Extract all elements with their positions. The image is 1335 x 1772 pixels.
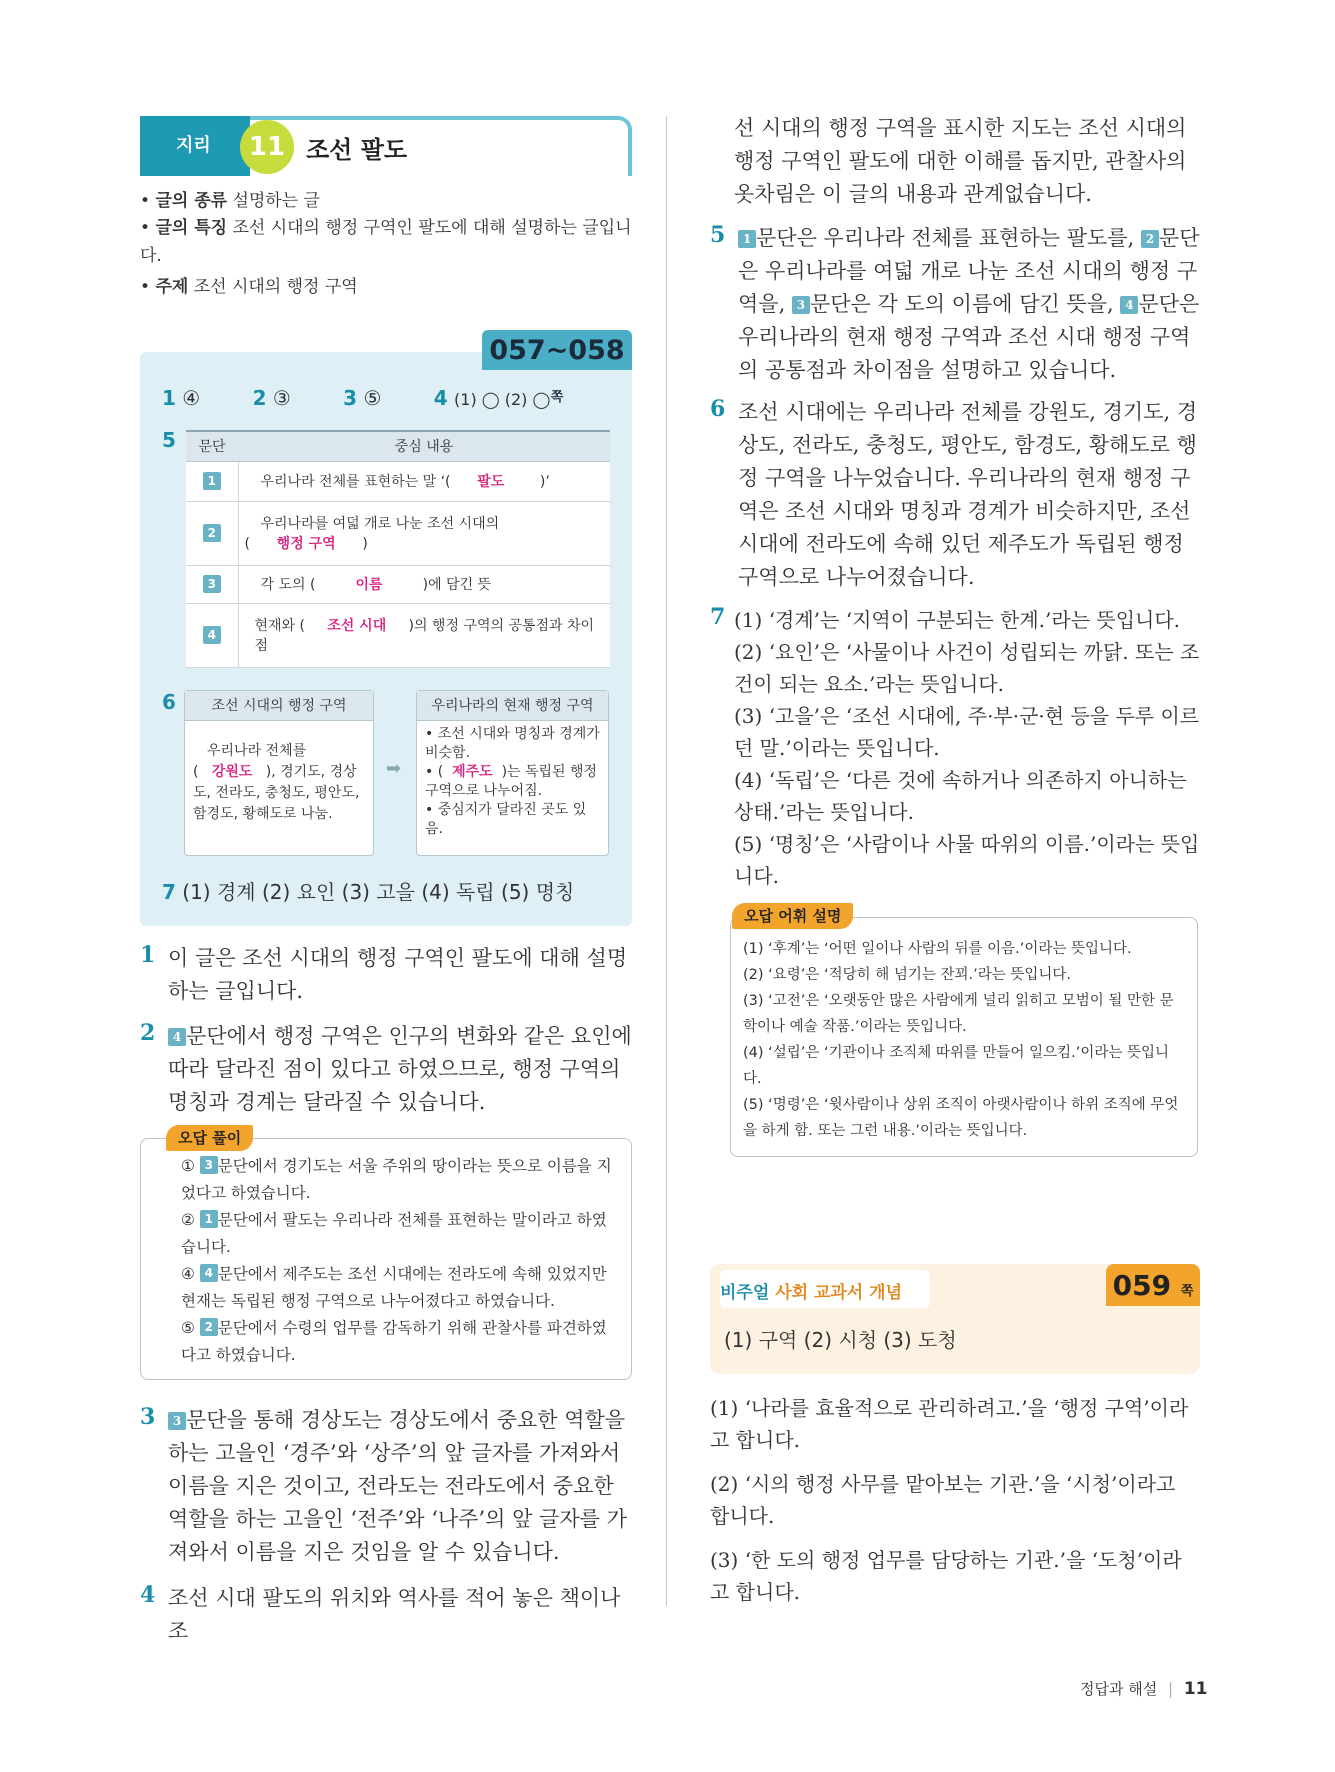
col-content: 중심 내용 — [238, 431, 610, 461]
answers-7: 7 (1) 경계 (2) 요인 (3) 고을 (4) 독립 (5) 명칭 — [162, 880, 575, 904]
explain-6: 6 조선 시대에는 우리나라 전체를 강원도, 경기도, 경상도, 전라도, 충청도, 평안도, 함경도, 황해도로 행정 구역을 나누었습니다. 우리나라의 현재 행정 구역은 조선 시대와 명칭과 경계가 비슷하지만, 조선 시대에 전라도에 속해 있던 제주도가 독립된 행정 구역으로 나누어졌습니다. — [710, 396, 1198, 589]
explain-4-cont: 선 시대의 행정 구역을 표시한 지도는 조선 시대의 행정 구역인 팔도에 대한 이해를 돕지만, 관찰사의 옷차림은 이 글의 내용과 관계없습니다. — [734, 116, 1187, 206]
table-row: 우리나라 전체를 표현하는 말 ‘( 팔도 )’ — [238, 461, 610, 501]
footer: 정답과 해설 | 11 — [1080, 1679, 1208, 1699]
odap-item: ④ 4 문단에서 제주도는 조선 시대에는 전라도에 속해 있었지만 현재는 독립된 행정 구역으로 나누어졌다고 하였습니다. — [181, 1265, 607, 1310]
explain-1: 1 이 글은 조선 시대의 행정 구역인 팔도에 대해 설명하는 글입니다. — [140, 942, 628, 1003]
answer-page-tag: 057~058 쪽 — [482, 330, 632, 370]
odap-box — [140, 1138, 632, 1380]
arrow-icon: ➡ — [386, 758, 402, 779]
explain-2: 2 4 문단에서 행정 구역은 인구의 변화와 같은 요인에 따라 달라진 점이 있다고 하였으므로, 행정 구역의 명칭과 경계는 달라질 수 있습니다. — [140, 1020, 632, 1114]
q6-left-box: 조선 시대의 행정 구역 우리나라 전체를 ( 강원도 ), 경기도, 경상도, 전라도, 충청도, 평안도, 함경도, 황해도로 나눔. — [184, 690, 374, 856]
info-topic: • 주제 조선 시대의 행정 구역 — [140, 277, 358, 297]
q6-num: 6 — [162, 690, 176, 714]
table-row: 우리나라를 여덟 개로 나눈 조선 시대의 ( 행정 구역 ) — [238, 501, 610, 565]
vocab-label: 오답 어휘 설명 — [732, 903, 853, 929]
visual-label: 비주얼 사회 교과서 개념 — [720, 1283, 902, 1303]
page-title: 조선 팔도 — [306, 136, 408, 164]
column-divider — [666, 116, 667, 1606]
unit-number: 11 — [240, 120, 294, 174]
visual-answers: (1) 구역 (2) 시청 (3) 도청 — [724, 1328, 957, 1352]
explain-5: 5 1 문단은 우리나라 전체를 표현하는 팔도를, 2 문단은 우리나라를 여덟 개로 나눈 조선 시대의 행정 구역을, 3 문단은 각 도의 이름에 담긴 뜻을, 4 문단은 우리나라의 현재 행정 구역과 조선 시대 행정 구역의 공통점과 차이점을 설명하고 있습니다. — [710, 222, 1200, 382]
explain-3: 3 3 문단을 통해 경상도는 경상도에서 중요한 역할을 하는 고을인 ‘경주’와 ‘상주’의 앞 글자를 가져와서 이름을 지은 것이고, 전라도는 전라도에서 중요한 역할을 하는 고을인 ‘전주’와 ‘나주’의 앞 글자를 가져와서 이름을 지은 것임을 알 수 있습니다. — [140, 1404, 627, 1564]
q5-table: 문단 중심 내용 1 우리나라 전체를 표현하는 말 ‘( 팔도 )’ 2 우리나라를 여덟 개로 나눈 조선 시대의 ( 행정 구역 ) 3 각 도의 ( 이름 )에 담긴 뜻 4 현재와 ( 조선 시대 )의 행정 구역의 공통점과 차이점 — [186, 430, 610, 668]
answers-1-4: 1 ④ 2 ③ 3 ⑤ 4 (1) ◯ (2) ◯ — [162, 386, 551, 410]
visual-page-tag: 059 쪽 — [1106, 1264, 1200, 1306]
odap-item: ① 3 문단에서 경기도는 서울 주위의 땅이라는 뜻으로 이름을 지었다고 하였습니다. — [181, 1157, 612, 1202]
odap-label: 오답 풀이 — [166, 1125, 253, 1151]
info-type: • 글의 종류 설명하는 글 — [140, 191, 320, 211]
vocab-box: (1) ‘후계’는 ‘어떤 일이나 사람의 뒤를 이음.’이라는 뜻입니다. (2) ‘요령’은 ‘적당히 해 넘기는 잔꾀.’라는 뜻입니다. (3) ‘고전’은 ‘오랫동안 많은 사람에게 널리 읽히고 모범이 될 만한 문학이나 예술 작품.’이라는 뜻입니다. (4) ‘설립’은 ‘기관이나 조직체 따위를 만들어 일으킴.’이라는 뜻입니다. (5) ‘명령’은 ‘윗사람이나 상위 조직이 아랫사람이나 하위 조직에 무엇을 하게 함. 또는 그런 내용.’이라는 뜻입니다. — [730, 917, 1198, 1157]
explain-7: 7 (1) ‘경계’는 ‘지역이 구분되는 한계.’라는 뜻입니다. (2) ‘요인’은 ‘사물이나 사건이 성립되는 까닭. 또는 조건이 되는 요소.’라는 뜻입니다. (3) ‘고을’은 ‘조선 시대에, 주·부·군·현 등을 두루 이르던 말.’이라는 뜻입니다. (4) ‘독립’은 ‘다른 것에 속하거나 의존하지 아니하는 상태.’라는 뜻입니다. (5) ‘명칭’은 ‘사람이나 사물 따위의 이름.’이라는 뜻입니다. — [710, 604, 1200, 888]
subject-tab: 지리 — [140, 116, 250, 176]
odap-item: ② 1 문단에서 팔도는 우리나라 전체를 표현하는 말이라고 하였습니다. — [181, 1211, 607, 1256]
odap-item: ⑤ 2 문단에서 수령의 업무를 감독하기 위해 관찰사를 파견하였다고 하였습니다. — [181, 1319, 607, 1364]
table-row: 현재와 ( 조선 시대 )의 행정 구역의 공통점과 차이점 — [238, 603, 610, 667]
col-paragraph: 문단 — [186, 431, 238, 461]
info-feature: • 글의 특징 조선 시대의 행정 구역인 팔도에 대해 설명하는 글입니다. — [140, 218, 632, 266]
q6-right-box: 우리나라의 현재 행정 구역 • 조선 시대와 명칭과 경계가 비슷함. • ( 제주도 )는 독립된 행정 구역으로 나누어짐. • 중심지가 달라진 곳도 있음. — [416, 690, 609, 856]
explain-4: 4 조선 시대 팔도의 위치와 역사를 적어 놓은 책이나 조 — [140, 1582, 621, 1643]
q5-num: 5 — [162, 428, 176, 452]
visual-explain: (1) ‘나라를 효율적으로 관리하려고.’을 ‘행정 구역’이라고 합니다. (2) ‘시의 행정 사무를 맡아보는 기관.’을 ‘시청’이라고 합니다. (3) ‘한 도의 행정 업무를 담당하는 기관.’을 ‘도청’이라고 합니다. — [710, 1396, 1189, 1604]
table-row: 각 도의 ( 이름 )에 담긴 뜻 — [238, 565, 610, 603]
